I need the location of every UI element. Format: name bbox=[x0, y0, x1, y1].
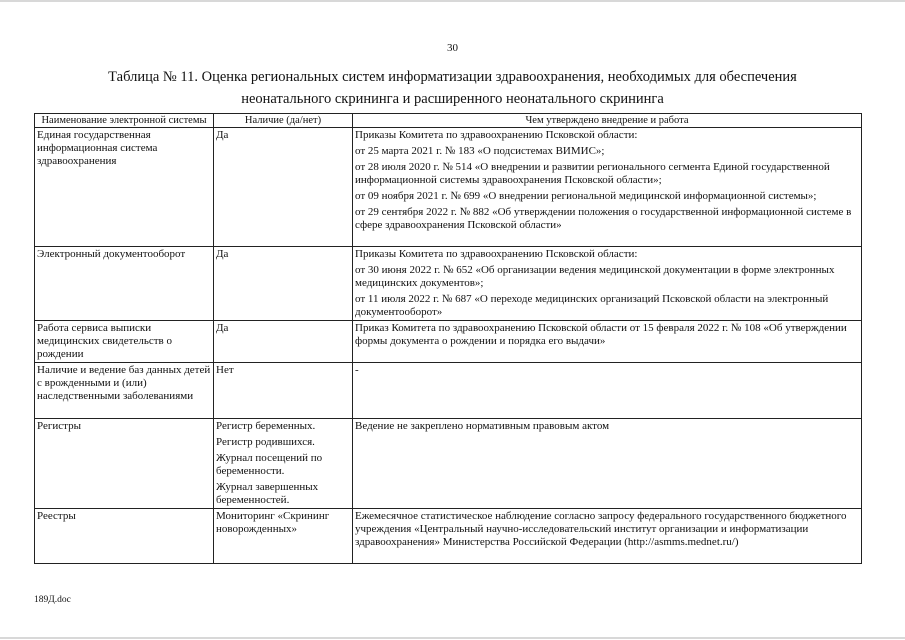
presence-line: Регистр беременных. bbox=[216, 420, 316, 432]
basis-line: от 25 марта 2021 г. № 183 «О подсистемах ВИМИС»; bbox=[355, 145, 605, 157]
cell-system-name: Единая государственная информационная система здравоохранения bbox=[35, 128, 214, 247]
cell-system-name: Регистры bbox=[35, 419, 214, 509]
basis-line: - bbox=[355, 364, 359, 376]
file-name-footer: 189Д.doc bbox=[34, 595, 71, 605]
table-title-line-1: Таблица № 11. Оценка региональных систем информатизации здравоохранения, необходимых для обеспечения bbox=[108, 69, 797, 85]
basis-line: Ежемесячное статистическое наблюдение согласно запросу федерального государственного бюджетного учреждения «Центральный научно-исследовательский институт организации и информатизации здравоохранения» Министерства Российской Федерации (http://asmms.mednet.ru/) bbox=[355, 510, 847, 548]
page-number: 30 bbox=[447, 42, 458, 54]
table-row bbox=[35, 247, 862, 321]
cell-presence bbox=[214, 509, 353, 564]
scan-edge-bottom bbox=[0, 637, 905, 639]
cell-presence bbox=[214, 363, 353, 419]
cell-presence bbox=[214, 247, 353, 321]
basis-line: Приказ Комитета по здравоохранению Псковской области от 15 февраля 2022 г. № 108 «Об утверждении формы документа о рождении и порядка его выдачи» bbox=[355, 322, 847, 347]
table-row bbox=[35, 509, 862, 564]
table-row bbox=[35, 363, 862, 419]
cell-basis bbox=[353, 363, 862, 419]
header-system-name: Наименование электронной системы bbox=[35, 114, 214, 128]
basis-line: Приказы Комитета по здравоохранению Псковской области: bbox=[355, 129, 638, 141]
cell-system-name: Электронный документооборот bbox=[35, 247, 214, 321]
cell-system-name: Наличие и ведение баз данных детей с врожденными и (или) наследственными заболеваниями bbox=[35, 363, 214, 419]
assessment-table bbox=[34, 113, 862, 564]
cell-system-name: Работа сервиса выписки медицинских свидетельств о рождении bbox=[35, 321, 214, 363]
cell-presence bbox=[214, 419, 353, 509]
header-basis: Чем утверждено внедрение и работа bbox=[353, 114, 862, 128]
scan-edge-top bbox=[0, 0, 905, 2]
table-title-line-2: неонатального скрининга и расширенного неонатального скрининга bbox=[241, 91, 664, 107]
cell-basis bbox=[353, 128, 862, 247]
table-row bbox=[35, 419, 862, 509]
cell-basis bbox=[353, 509, 862, 564]
cell-presence bbox=[214, 128, 353, 247]
header-presence: Наличие (да/нет) bbox=[214, 114, 353, 128]
basis-line: Ведение не закреплено нормативным правовым актом bbox=[355, 420, 610, 432]
cell-basis bbox=[353, 247, 862, 321]
basis-line: от 30 июня 2022 г. № 652 «Об организации ведения медицинской документации в форме электронных медицинских документов»; bbox=[355, 264, 835, 289]
table-body bbox=[35, 128, 862, 564]
cell-presence bbox=[214, 321, 353, 363]
presence-line: Нет bbox=[216, 364, 234, 376]
presence-line: Мониторинг «Скрининг новорожденных» bbox=[216, 510, 330, 535]
presence-line: Да bbox=[216, 322, 229, 334]
basis-line: Приказы Комитета по здравоохранению Псковской области: bbox=[355, 248, 638, 260]
presence-line: Журнал завершенных беременностей. bbox=[216, 481, 319, 506]
table-row bbox=[35, 321, 862, 363]
table-row bbox=[35, 128, 862, 247]
cell-system-name: Реестры bbox=[35, 509, 214, 564]
basis-line: от 11 июля 2022 г. № 687 «О переходе медицинских организаций Псковской области на электронный документооборот» bbox=[355, 293, 829, 318]
cell-basis bbox=[353, 321, 862, 363]
presence-line: Журнал посещений по беременности. bbox=[216, 452, 323, 477]
basis-line: от 09 ноября 2021 г. № 699 «О внедрении региональной медицинской информационной системы»; bbox=[355, 190, 817, 202]
table-header-row bbox=[35, 114, 862, 128]
presence-line: Да bbox=[216, 129, 229, 141]
presence-line: Да bbox=[216, 248, 229, 260]
cell-basis bbox=[353, 419, 862, 509]
presence-line: Регистр родившихся. bbox=[216, 436, 315, 448]
basis-line: от 29 сентября 2022 г. № 882 «Об утверждении положения о государственной информационной системе в сфере здравоохранения Псковской области» bbox=[355, 206, 852, 231]
table-title bbox=[30, 66, 875, 110]
basis-line: от 28 июля 2020 г. № 514 «О внедрении и развитии регионального сегмента Единой государственной информационной системы здравоохранения Псковской области»; bbox=[355, 161, 830, 186]
